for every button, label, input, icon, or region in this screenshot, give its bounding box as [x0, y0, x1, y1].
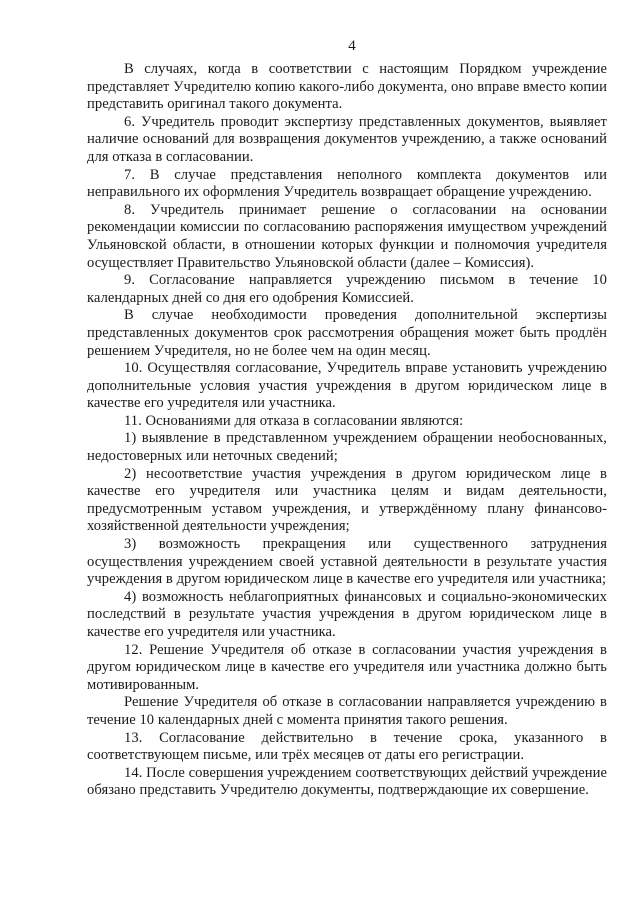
paragraph-11: 11. Основаниями для отказа в согласовании являются:: [124, 412, 464, 429]
paragraph-14: 14. После совершения учреждением соответствующих действий учреждение обязано представить Учредителю документы, подтверждающие их совершение.: [87, 764, 607, 799]
paragraph-8: 8. Учредитель принимает решение о согласовании на основании рекомендации комиссии по согласованию распоряжения имуществом учреждений Ульяновской области, в отношении которых функции и полномочия учредителя осуществляет Правительство Ульяновской области (далее – Комиссия).: [87, 201, 607, 271]
paragraph-7: 7. В случае представления неполного комплекта документов или неправильного их оформления Учредитель возвращает обращение учреждению.: [87, 166, 607, 201]
paragraph-12: 12. Решение Учредителя об отказе в согласовании участия учреждения в другом юридическом лице в качестве его учредителя или участника должно быть мотивированным.: [87, 641, 607, 693]
paragraph-original-copy: В случаях, когда в соответствии с настоящим Порядком учреждение представляет Учредителю копию какого-либо документа, оно вправе вместо копии представить оригинал такого документа.: [87, 61, 607, 113]
paragraph-10: 10. Осуществляя согласование, Учредитель вправе установить учреждению дополнительные условия участия учреждения в другом юридическом лице в качестве его учредителя или участника.: [87, 360, 607, 412]
refusal-ground-1: 1) выявление в представленном учреждением обращении необоснованных, недостоверных или неточных сведений;: [87, 430, 607, 465]
refusal-ground-3: 3) возможность прекращения или существенного затруднения осуществления учреждением своей уставной деятельности в результате участия учреждения в другом юридическом лице в качестве его учредителя или участника;: [87, 536, 607, 588]
document-body: [87, 61, 607, 800]
paragraph-12-notice: Решение Учредителя об отказе в согласовании направляется учреждению в течение 10 календарных дней с момента принятия такого решения.: [87, 694, 607, 728]
refusal-ground-2: 2) несоответствие участия учреждения в другом юридическом лице в качестве его учредителя или участника целям и видам деятельности, предусмотренным уставом учреждения, и утверждённому плану финансово-хозяйственной деятельности учреждения;: [87, 465, 607, 535]
refusal-ground-4: 4) возможность неблагоприятных финансовых и социально-экономических последствий в результате участия учреждения в другом юридическом лице в качестве его учредителя или участника.: [87, 588, 607, 640]
paragraph-9-extension: В случае необходимости проведения дополнительной экспертизы представленных документов срок рассмотрения обращения может быть продлён решением Учредителя, но не более чем на один месяц.: [87, 307, 607, 359]
paragraph-13: 13. Согласование действительно в течение срока, указанного в соответствующем письме, или трёх месяцев от даты его регистрации.: [87, 729, 607, 764]
paragraph-6: 6. Учредитель проводит экспертизу представленных документов, выявляет наличие оснований для возвращения документов учреждению, а также оснований для отказа в согласовании.: [87, 113, 607, 165]
page-number: 4: [348, 38, 356, 54]
paragraph-9: 9. Согласование направляется учреждению письмом в течение 10 календарных дней со дня его одобрения Комиссией.: [87, 272, 607, 306]
